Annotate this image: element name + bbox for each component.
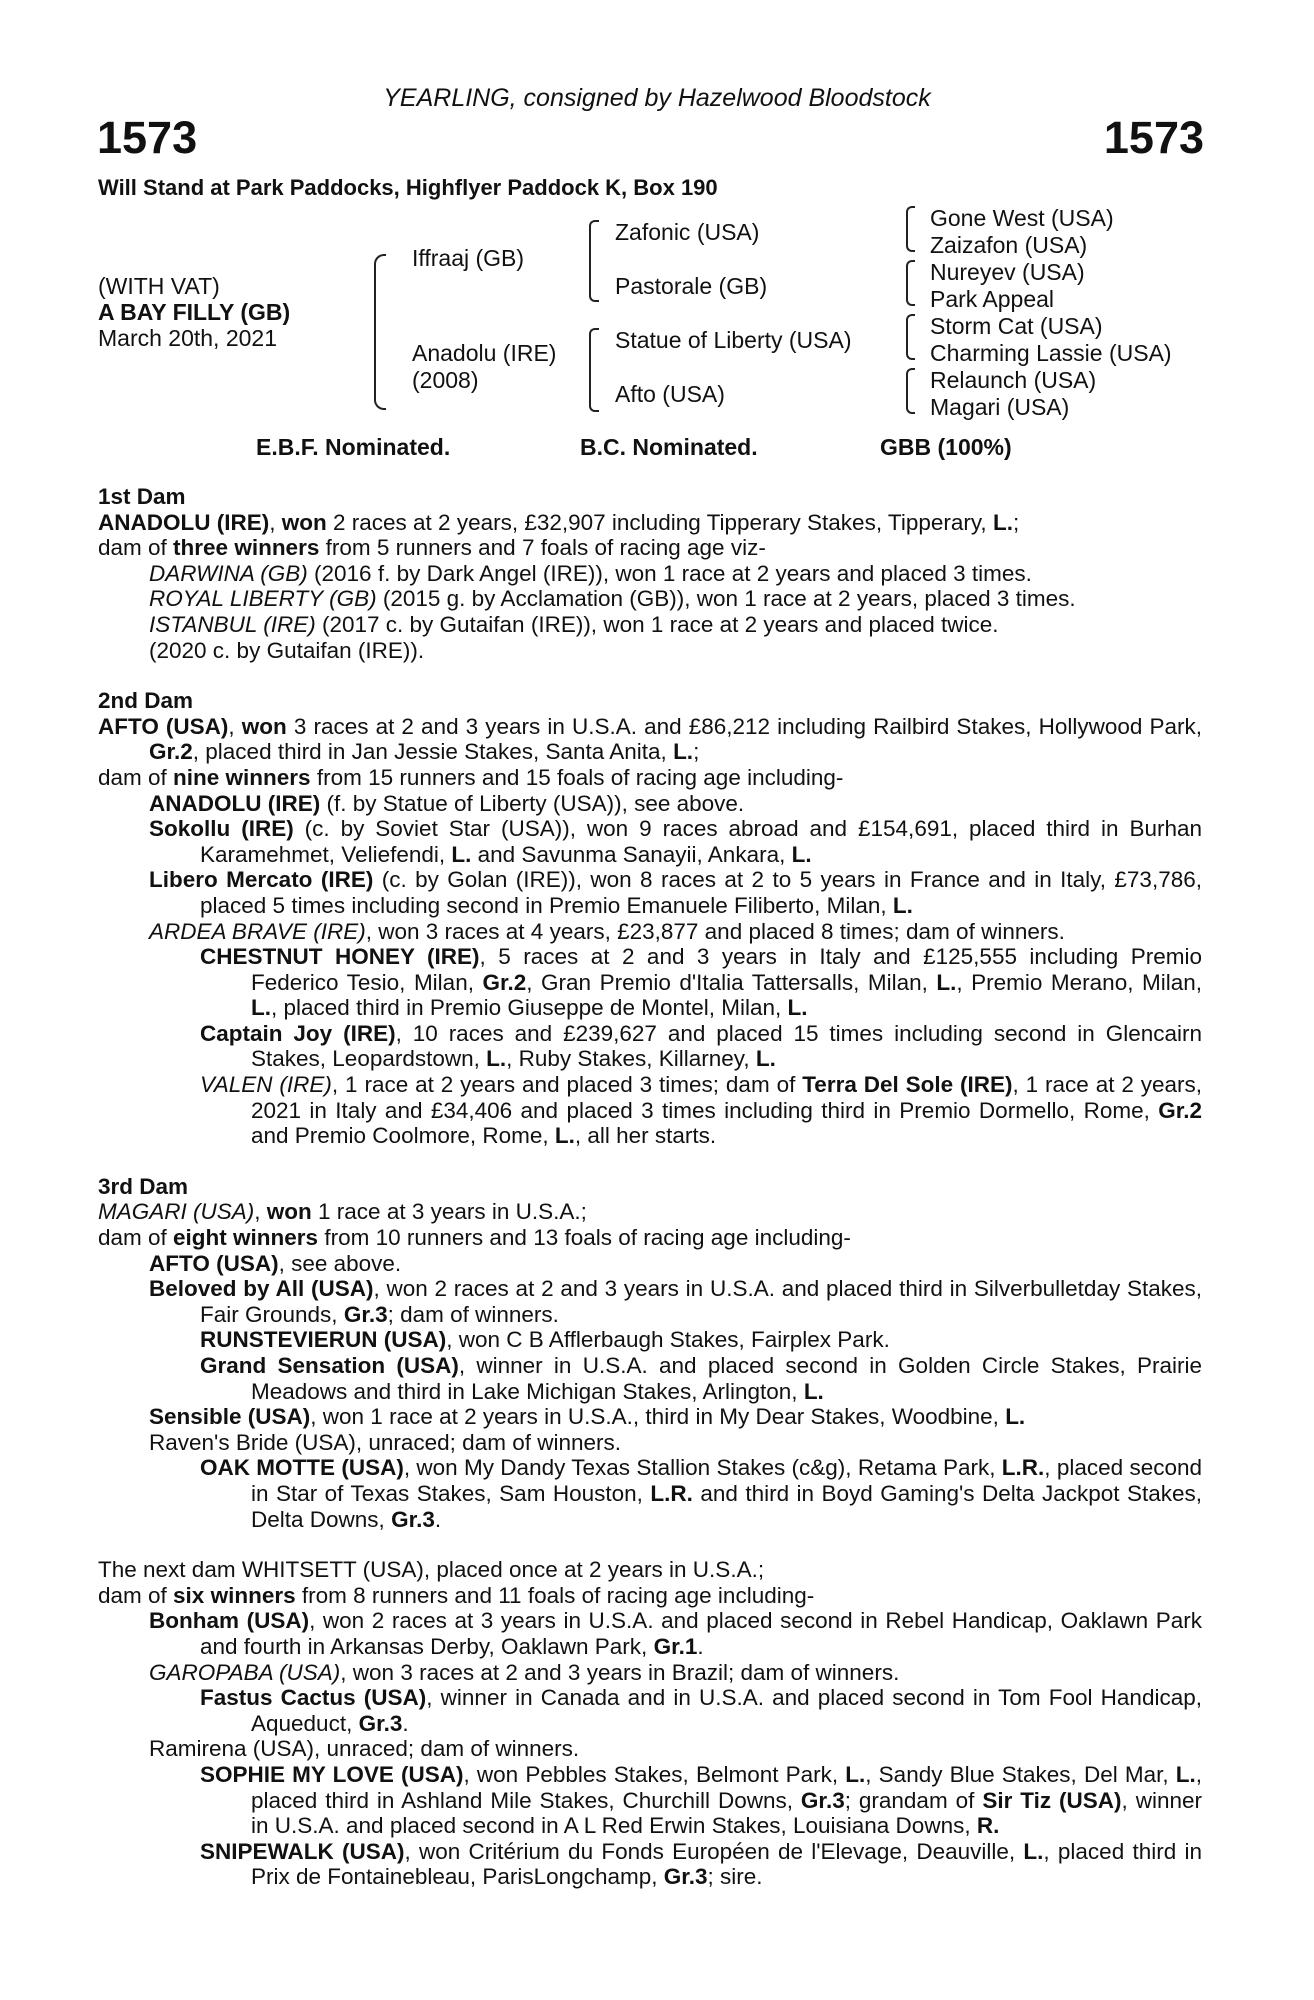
pedigree-brace-dam: [589, 328, 599, 412]
produce-row: Ramirena (USA), unraced; dam of winners.: [149, 1736, 580, 1762]
produce-row: SOPHIE MY LOVE (USA), won Pebbles Stakes, Belmont Park, L., Sandy Blue Stakes, Del Mar, L., placed third in Ashland Mile Stakes, Churchill Downs, Gr.3; grandam of Sir Tiz (USA), winner in U.S.A. and placed second in A L Red Erwin Stakes, Louisiana Downs, R.: [200, 1761, 1202, 1839]
pedigree-g5: Storm Cat (USA): [930, 313, 1103, 339]
pedigree-g7: Relaunch (USA): [930, 367, 1097, 393]
produce-row: Raven's Bride (USA), unraced; dam of winners.: [149, 1429, 621, 1455]
first-dam-entry: ANADOLU (IRE), won 2 races at 2 years, £32,907 including Tipperary Stakes, Tipperary, L.;: [98, 509, 1020, 535]
pedigree-g4: Park Appeal: [930, 286, 1055, 312]
second-dam-entry: AFTO (USA), won 3 races at 2 and 3 years in U.S.A. and £86,212 including Railbird Stakes, Hollywood Park, Gr.2, placed third in Jan Jessie Stakes, Santa Anita, L.;: [98, 713, 1202, 765]
pedigree-brace-g4: [906, 368, 915, 414]
produce-row: ROYAL LIBERTY (GB) (2015 g. by Acclamation (GB)), won 1 race at 2 years, placed 3 times.: [149, 586, 1076, 612]
pedigree-sire-dam: Pastorale (GB): [615, 273, 768, 299]
second-dam-heading: 2nd Dam: [98, 688, 194, 714]
produce-row: ARDEA BRAVE (IRE), won 3 races at 4 years, £23,877 and placed 8 times; dam of winners.: [149, 918, 1065, 944]
pedigree-brace-g2: [906, 260, 915, 306]
gbb-note: GBB (100%): [880, 434, 1012, 460]
produce-row: RUNSTEVIERUN (USA), won C B Afflerbaugh Stakes, Fairplex Park.: [200, 1327, 890, 1353]
second-dam-produce-intro: dam of nine winners from 15 runners and 15 foals of racing age including-: [98, 764, 844, 790]
bc-nomination: B.C. Nominated.: [580, 434, 758, 460]
produce-row: OAK MOTTE (USA), won My Dandy Texas Stallion Stakes (c&g), Retama Park, L.R., placed second in Star of Texas Stakes, Sam Houston, L.R. and third in Boyd Gaming's Delta Jackpot Stakes, Delta Downs, Gr.3.: [200, 1455, 1203, 1532]
produce-row: Sensible (USA), won 1 race at 2 years in U.S.A., third in My Dear Stakes, Woodbine, L.: [149, 1404, 1026, 1430]
produce-row: GAROPABA (USA), won 3 races at 2 and 3 years in Brazil; dam of winners.: [149, 1659, 900, 1685]
pedigree-g1: Gone West (USA): [930, 205, 1114, 231]
first-dam-heading: 1st Dam: [98, 484, 186, 509]
first-dam-produce-intro: dam of three winners from 5 runners and 7 foals of racing age viz-: [98, 535, 766, 561]
produce-row: Grand Sensation (USA), winner in U.S.A. and placed second in Golden Circle Stakes, Prairie Meadows and third in Lake Michigan Stakes, Arlington, L.: [200, 1353, 1203, 1404]
produce-row: DARWINA (GB) (2016 f. by Dark Angel (IRE)), won 1 race at 2 years and placed 3 times.: [149, 560, 1032, 586]
consignment-line: YEARLING, consigned by Hazelwood Bloodstock: [383, 84, 931, 112]
lot-number-right: 1573: [1103, 112, 1204, 163]
pedigree-dam-dam: Afto (USA): [615, 381, 725, 407]
produce-row: Beloved by All (USA), won 2 races at 2 and 3 years in U.S.A. and placed third in Silverbulletday Stakes, Fair Grounds, Gr.3; dam of winners.: [149, 1276, 1202, 1327]
pedigree-brace-main: [374, 254, 386, 410]
next-dam-produce-intro: dam of six winners from 8 runners and 11 foals of racing age including-: [98, 1582, 815, 1608]
produce-row: Sokollu (IRE) (c. by Soviet Star (USA)), won 9 races abroad and £154,691, placed third in Burhan Karamehmet, Veliefendi, L. and Savunma Sanayii, Ankara, L.: [149, 816, 1203, 867]
vat-note: (WITH VAT): [98, 273, 220, 299]
third-dam-entry: MAGARI (USA), won 1 race at 3 years in U.S.A.;: [98, 1199, 587, 1225]
produce-row: AFTO (USA), see above.: [149, 1250, 402, 1276]
produce-row: Bonham (USA), won 2 races at 3 years in U.S.A. and placed second in Rebel Handicap, Oaklawn Park and fourth in Arkansas Derby, Oaklawn Park, Gr.1.: [149, 1608, 1202, 1659]
pedigree-g6: Charming Lassie (USA): [930, 340, 1172, 366]
pedigree-dam: Anadolu (IRE): [412, 340, 557, 366]
pedigree-g8: Magari (USA): [930, 394, 1070, 420]
pedigree-brace-g3: [906, 314, 915, 360]
produce-row: Captain Joy (IRE), 10 races and £239,627 and placed 15 times including second in Glencairn Stakes, Leopardstown, L., Ruby Stakes, Killarney, L.: [200, 1020, 1202, 1072]
pedigree-sire: Iffraaj (GB): [412, 245, 525, 271]
lot-number-left: 1573: [97, 112, 198, 163]
pedigree-dam-year: (2008): [412, 367, 479, 393]
pedigree-brace-sire: [589, 220, 599, 302]
produce-row: ISTANBUL (IRE) (2017 c. by Gutaifan (IRE)), won 1 race at 2 years and placed twice.: [149, 611, 999, 637]
foaling-date: March 20th, 2021: [98, 325, 278, 351]
produce-row: VALEN (IRE), 1 race at 2 years and placed 3 times; dam of Terra Del Sole (IRE), 1 race at 2 years, 2021 in Italy and £34,406 and placed 3 times including third in Premio Dormello, Rome, Gr.2 and Premio Coolmore, Rome, L., all her starts.: [200, 1072, 1203, 1149]
produce-row: SNIPEWALK (USA), won Critérium du Fonds Européen de l'Elevage, Deauville, L., placed third in Prix de Fontainebleau, ParisLongchamp, Gr.3; sire.: [200, 1838, 1203, 1890]
third-dam-heading: 3rd Dam: [98, 1173, 189, 1199]
pedigree-sire-sire: Zafonic (USA): [615, 219, 760, 245]
produce-row: Libero Mercato (IRE) (c. by Golan (IRE)), won 8 races at 2 to 5 years in France and in Italy, £73,786, placed 5 times including second in Premio Emanuele Filiberto, Milan, L.: [149, 867, 1202, 918]
horse-name: A BAY FILLY (GB): [98, 299, 291, 325]
stand-location: Will Stand at Park Paddocks, Highflyer Paddock K, Box 190: [98, 175, 718, 200]
produce-row: (2020 c. by Gutaifan (IRE)).: [149, 637, 425, 663]
pedigree-brace-g1: [906, 206, 915, 252]
pedigree-dam-sire: Statue of Liberty (USA): [615, 327, 852, 353]
pedigree-notes: [98, 484, 1202, 1890]
produce-row: Fastus Cactus (USA), winner in Canada and in U.S.A. and placed second in Tom Fool Handicap, Aqueduct, Gr.3.: [200, 1685, 1202, 1736]
produce-row: CHESTNUT HONEY (IRE), 5 races at 2 and 3 years in Italy and £125,555 including Premio Federico Tesio, Milan, Gr.2, Gran Premio d'Italia Tattersalls, Milan, L., Premio Merano, Milan, L., placed third in Premio Giuseppe de Montel, Milan, L.: [200, 944, 1202, 1021]
pedigree-g3: Nureyev (USA): [930, 259, 1085, 285]
pedigree-g2: Zaizafon (USA): [930, 232, 1088, 258]
ebf-nomination: E.B.F. Nominated.: [256, 434, 451, 460]
produce-row: ANADOLU (IRE) (f. by Statue of Liberty (USA)), see above.: [149, 790, 745, 816]
third-dam-produce-intro: dam of eight winners from 10 runners and 13 foals of racing age including-: [98, 1225, 851, 1251]
next-dam-entry: The next dam WHITSETT (USA), placed once at 2 years in U.S.A.;: [98, 1557, 765, 1583]
